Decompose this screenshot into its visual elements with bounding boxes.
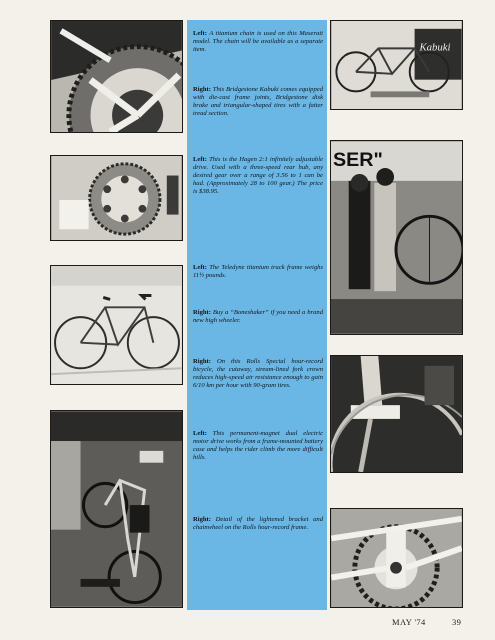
photo-rolls-fork-crown — [330, 355, 463, 473]
booth-sign-text: SER" — [332, 149, 383, 172]
caption-bridgestone-kabuki — [193, 86, 323, 118]
caption-lead: Left: — [193, 430, 207, 437]
caption-text: Detail of the lightened bracket and chainwheel on the Rolls hour-record frame. — [193, 516, 323, 532]
high-wheeler-image — [331, 141, 462, 334]
kabuki-bike-image — [331, 21, 462, 109]
caption-lead: Left: — [193, 30, 207, 37]
caption-teledyne-frame — [193, 264, 323, 280]
caption-rolls-fork-crown — [193, 358, 323, 390]
chainring-image — [51, 21, 182, 132]
caption-text: A titanium chain is used on this Maserati model. The chain will be available as a separate item. — [193, 30, 324, 54]
caption-text: Buy a “Boneshaker” if you need a brand new high wheeler. — [193, 309, 323, 325]
fork-crown-image — [331, 356, 462, 472]
caption-rolls-bracket — [193, 516, 323, 532]
caption-hagen-drive — [193, 156, 323, 196]
photo-electric-motor-bike — [50, 410, 183, 608]
track-bike-image — [51, 266, 182, 384]
footer-issue: MAY '74 — [392, 617, 426, 627]
caption-boneshaker — [193, 309, 323, 325]
caption-text: This permanent-magnet dual electric motor drive works from a frame-mounted battery case and helps the rider climb the more difficult hills. — [193, 430, 323, 462]
caption-lead: Right: — [193, 358, 211, 365]
hagen-drive-image — [51, 156, 182, 240]
caption-text: The Teledyne titanium track frame weighs 11½ pounds. — [193, 264, 323, 280]
caption-lead: Right: — [193, 86, 211, 93]
page-number: 39 — [452, 617, 462, 627]
photo-bridgestone-kabuki — [330, 20, 463, 110]
caption-titanium-chain — [193, 30, 323, 54]
caption-lead: Left: — [193, 264, 207, 271]
caption-lead: Left: — [193, 156, 207, 163]
caption-text: This is the Hagen 2:1 infinitely adjustable drive. Used with a three-speed rear hub, any desired gear over a range of 3.56 to 1 can be had. (Approximately 28 to 100 gear.) The price is $38.95. — [193, 156, 323, 196]
photo-hagen-drive — [50, 155, 183, 241]
photo-boneshaker — [330, 140, 463, 335]
caption-electric-motor — [193, 430, 323, 462]
photo-titanium-chain — [50, 20, 183, 133]
photo-teledyne-frame — [50, 265, 183, 385]
caption-lead: Right: — [193, 516, 211, 523]
electric-bike-image — [51, 411, 182, 607]
photo-rolls-bracket — [330, 508, 463, 608]
kabuki-banner-text: Kabuki — [419, 41, 451, 54]
bracket-chainwheel-image — [331, 509, 462, 607]
caption-text: This Bridgestone Kabuki comes equipped with die-cast frame joints, Bridgestone disk brake and triangular-shaped tires with a fatter tread section. — [193, 86, 323, 118]
caption-text: On this Rolls Special hour-record bicycle, the cutaway, stream-lined fork crown reduces high-speed air resistance enough to gain 6/10 km per hour with 90-gram tires. — [193, 358, 323, 390]
caption-lead: Right: — [193, 309, 211, 316]
